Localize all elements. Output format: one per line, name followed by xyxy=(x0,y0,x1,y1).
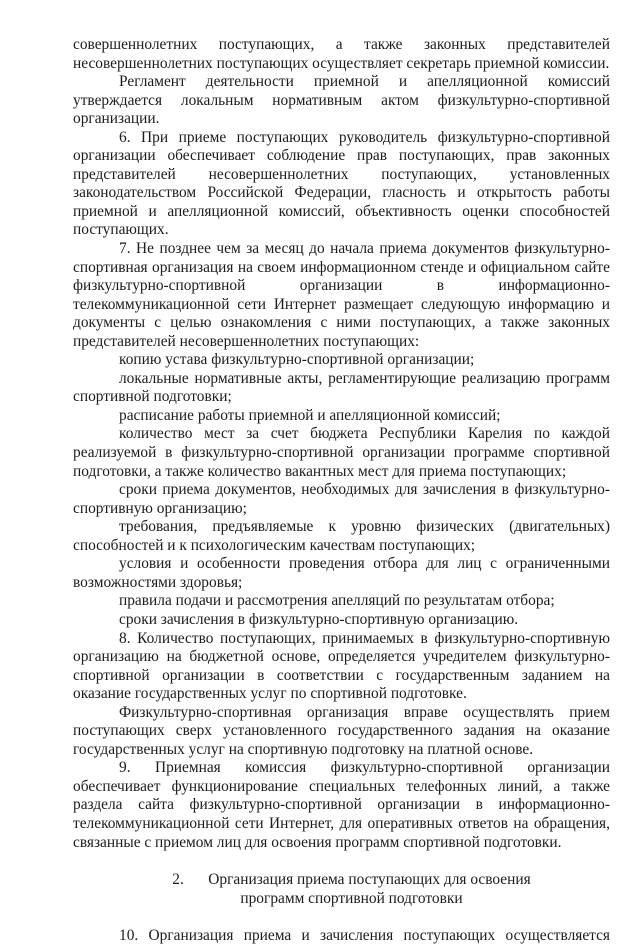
paragraph-10: 10. Организация приема и зачисления поступающих осуществляется xyxy=(119,927,610,945)
section-title-line-2: программ спортивной подготовки xyxy=(240,889,463,907)
list-item: расписание работы приемной и апелляционной комиссий; xyxy=(119,406,501,424)
section-number: 2. xyxy=(172,871,184,889)
list-item: требования, предъявляемые к уровню физических (двигательных) способностей и к психологическим качествам поступающих; xyxy=(73,518,610,554)
spacer xyxy=(73,908,610,927)
list-item: условия и особенности проведения отбора для лиц с ограниченными возможностями здоровья; xyxy=(73,555,610,591)
list-item: количество мест за счет бюджета Республики Карелия по каждой реализуемой в физкультурно-спортивной организации программе спортивной подготовки, а также количество вакантных мест для приема поступающих; xyxy=(73,425,610,480)
section-heading xyxy=(73,871,610,890)
list-item: копию устава физкультурно-спортивной организации; xyxy=(119,351,475,369)
spacer xyxy=(73,852,610,871)
paragraph-8: 8. Количество поступающих, принимаемых в физкультурно-спортивную организацию на бюджетной основе, определяется учредителем физкультурно-спортивной организации в соответствии с государственным заданием на оказание государственных услуг по спортивной подготовке. xyxy=(73,629,610,703)
list-item: локальные нормативные акты, регламентирующие реализацию программ спортивной подготовки; xyxy=(73,369,610,406)
paragraph-paid-admission: Физкультурно-спортивная организация вправе осуществлять прием поступающих сверх установленного государственного задания на оказание государственных услуг на спортивную подготовку на платной основе. xyxy=(73,703,610,758)
document-page xyxy=(73,36,610,946)
paragraph-9: 9. Приемная комиссия физкультурно-спортивной организации обеспечивает функционирование специальных телефонных линий, а также раздела сайта физкультурно-спортивной организации в информационно-телекоммуникационной сети Интернет, для оперативных ответов на обращения, связанные с приемом лиц для освоения программ спортивной подготовки. xyxy=(73,759,610,851)
section-title-line-1: Организация приема поступающих для освоения xyxy=(208,871,531,889)
list-item: сроки приема документов, необходимых для зачисления в физкультурно-спортивную организацию; xyxy=(73,481,610,517)
list-item: сроки зачисления в физкультурно-спортивную организацию. xyxy=(119,610,519,628)
paragraph-7: 7. Не позднее чем за месяц до начала приема документов физкультурно-спортивная организация на своем информационном стенде и официальном сайте физкультурно-спортивной организации в информационно-телекоммуникационной сети Интернет размещает следующую информацию и документы с целью ознакомления с ними поступающих, а также законных представителей несовершеннолетних поступающих: xyxy=(73,240,610,350)
section-heading-line-2 xyxy=(73,890,610,909)
paragraph-6: 6. При приеме поступающих руководитель физкультурно-спортивной организации обеспечивает соблюдение прав поступающих, прав законных представителей несовершеннолетних поступающих, установленных законодательством Российской Федерации, гласность и открытость работы приемной и апелляционной комиссий, объективность оценки способностей поступающих. xyxy=(73,128,610,239)
paragraph-2: Регламент деятельности приемной и апелляционной комиссий утверждается локальным нормативным актом физкультурно-спортивной организации. xyxy=(73,73,610,128)
paragraph-1: совершеннолетних поступающих, а также законных представителей несовершеннолетних поступающих осуществляет секретарь приемной комиссии. xyxy=(73,36,610,72)
list-item: правила подачи и рассмотрения апелляций по результатам отбора; xyxy=(119,592,555,610)
